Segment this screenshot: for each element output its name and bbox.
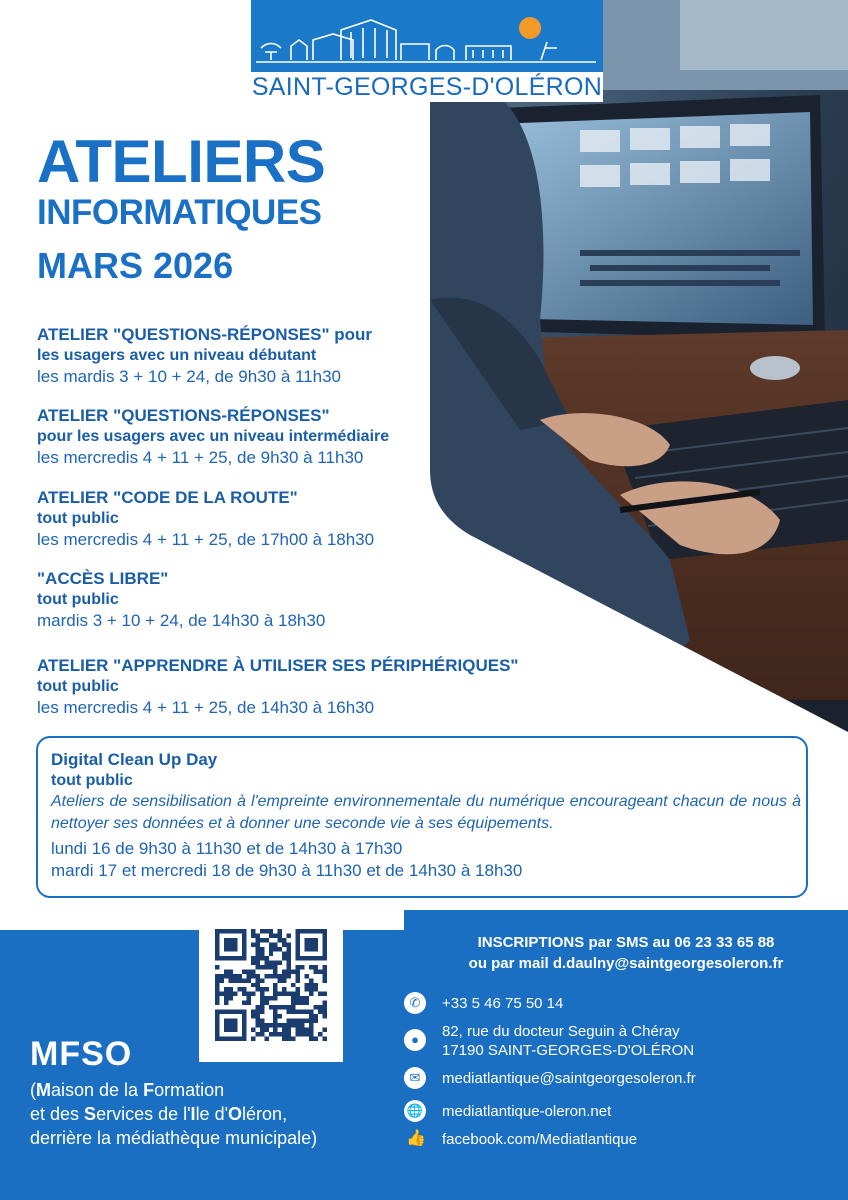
contact-website[interactable]: mediatlantique-oleron.net xyxy=(442,1103,612,1120)
contact-email[interactable]: mediatlantique@saintgeorgesoleron.fr xyxy=(442,1070,696,1087)
contact-facebook[interactable]: facebook.com/Mediatlantique xyxy=(442,1131,638,1148)
title-month: MARS 2026 xyxy=(37,245,234,286)
workshop-title: ATELIER "QUESTIONS-RÉPONSES" pour xyxy=(37,325,373,344)
workshop-subtitle: tout public xyxy=(37,510,119,527)
mfso-line: et des Services de l'Ile d'Oléron, xyxy=(30,1104,288,1124)
location-pin-icon: ● xyxy=(404,1029,426,1051)
workshop-title: ATELIER "APPRENDRE À UTILISER SES PÉRIPHÉRIQUES" xyxy=(37,656,519,675)
workshop-schedule: les mercredis 4 + 11 + 25, de 17h00 à 18h30 xyxy=(37,530,375,549)
workshop-schedule: mardis 3 + 10 + 24, de 14h30 à 18h30 xyxy=(37,611,326,630)
workshop-1 xyxy=(37,324,372,388)
workshop-2 xyxy=(37,405,389,469)
cleanup-description: Ateliers de sensibilisation à l'empreinte environnementale du numérique encourageant chacun de nous à nettoyer ses données et à donner une seconde vie à ses équipements. xyxy=(51,793,801,832)
contact-address-line2: 17190 SAINT-GEORGES-D'OLÉRON xyxy=(442,1042,695,1059)
title-informatiques: INFORMATIQUES xyxy=(37,193,322,232)
workshop-title: ATELIER "QUESTIONS-RÉPONSES" xyxy=(37,406,330,425)
mfso-title: MFSO xyxy=(30,1035,133,1073)
contact-phone[interactable]: +33 5 46 75 50 14 xyxy=(442,995,564,1012)
workshop-title: "ACCÈS LIBRE" xyxy=(37,569,169,588)
workshop-3 xyxy=(37,487,374,551)
workshop-subtitle: pour les usagers avec un niveau intermédiaire xyxy=(37,428,390,445)
cleanup-title: Digital Clean Up Day xyxy=(51,750,218,769)
workshop-4 xyxy=(37,568,325,632)
title-ateliers: ATELIERS xyxy=(37,128,326,195)
inscriptions xyxy=(404,932,848,974)
cleanup-schedule-1: lundi 16 de 9h30 à 11h30 et de 14h30 à 17h30 xyxy=(51,839,403,858)
mfso-line: derrière la médiathèque municipale) xyxy=(30,1128,318,1148)
inscription-sms: INSCRIPTIONS par SMS au 06 23 33 65 88 xyxy=(477,934,775,951)
cleanup-subtitle: tout public xyxy=(51,772,133,789)
thumbs-up-icon: 👍 xyxy=(406,1130,426,1147)
town-name: SAINT-GEORGES-D'OLÉRON xyxy=(251,73,603,101)
workshop-title: ATELIER "CODE DE LA ROUTE" xyxy=(37,488,298,507)
mfso-line: (Maison de la Formation xyxy=(30,1080,225,1100)
cleanup-content xyxy=(51,749,801,882)
workshop-subtitle: tout public xyxy=(37,678,119,695)
workshop-subtitle: les usagers avec un niveau débutant xyxy=(37,347,317,364)
cleanup-day-box xyxy=(36,736,808,898)
cleanup-schedule-2: mardi 17 et mercredi 18 de 9h30 à 11h30 et de 14h30 à 18h30 xyxy=(51,861,523,880)
logo-band xyxy=(251,0,603,72)
qr-code[interactable] xyxy=(215,929,327,1041)
globe-icon: 🌐 xyxy=(404,1100,426,1122)
qr-code-card xyxy=(199,912,343,1062)
inscription-mail: ou par mail d.daulny@saintgeorgesoleron.fr xyxy=(468,955,784,972)
workshop-subtitle: tout public xyxy=(37,591,119,608)
town-skyline-logo xyxy=(251,0,603,72)
workshop-5 xyxy=(37,655,519,719)
workshop-schedule: les mercredis 4 + 11 + 25, de 14h30 à 16h30 xyxy=(37,698,375,717)
phone-icon: ✆ xyxy=(404,992,426,1014)
workshop-schedule: les mercredis 4 + 11 + 25, de 9h30 à 11h30 xyxy=(37,448,364,467)
contact-address-line1: 82, rue du docteur Seguin à Chéray xyxy=(442,1023,680,1040)
workshop-schedule: les mardis 3 + 10 + 24, de 9h30 à 11h30 xyxy=(37,367,342,386)
mfso-description xyxy=(30,1078,317,1150)
mail-icon: ✉ xyxy=(404,1067,426,1089)
mfso-description-lines xyxy=(30,1078,317,1150)
